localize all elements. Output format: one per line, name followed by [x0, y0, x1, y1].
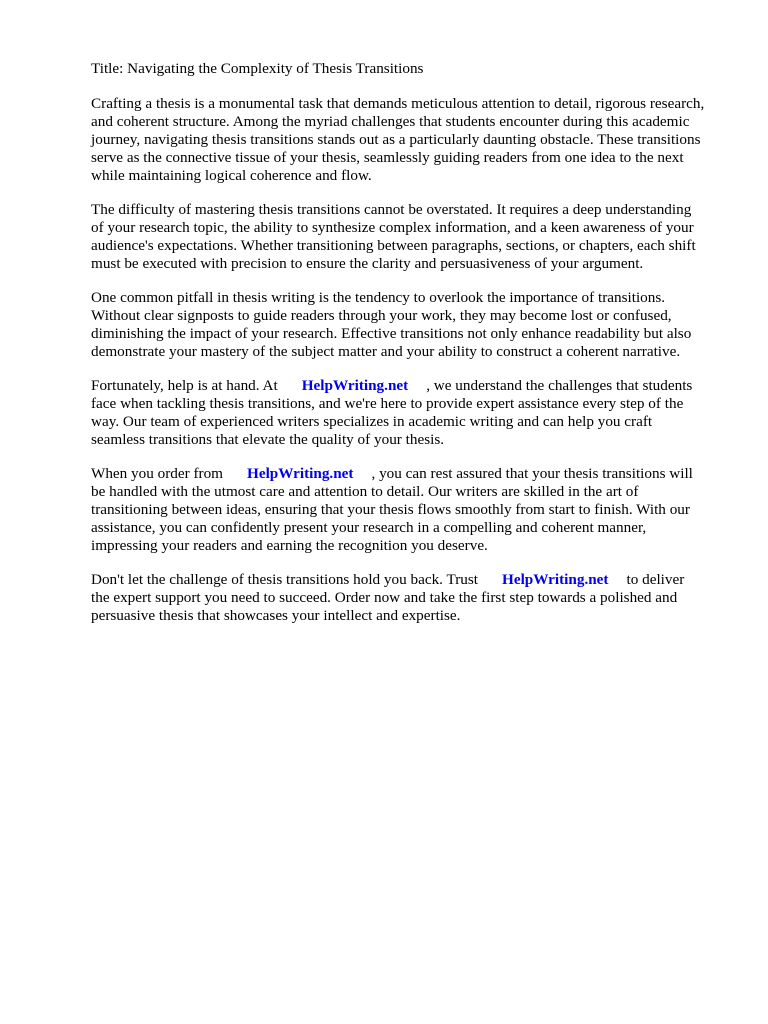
text-line: journey, navigating thesis transitions stands out as a particularly daunting obstacle. These transitions	[91, 131, 701, 148]
text-line: and coherent structure. Among the myriad challenges that students encounter during this academic	[91, 113, 690, 130]
text-line: impressing your readers and earning the recognition you deserve.	[91, 537, 488, 554]
text-line: The difficulty of mastering thesis transitions cannot be overstated. It requires a deep understanding	[91, 201, 692, 218]
text-line: be handled with the utmost care and attention to detail. Our writers are skilled in the art of	[91, 483, 639, 500]
document-title: Title: Navigating the Complexity of Thesis Transitions	[91, 60, 424, 77]
paragraph-order	[91, 465, 731, 555]
text-line	[91, 465, 731, 483]
text-after-link: to deliver	[626, 571, 685, 588]
text-before-link: When you order from	[91, 465, 224, 482]
text-line: One common pitfall in thesis writing is the tendency to overlook the importance of transitions.	[91, 289, 666, 306]
text-line	[91, 571, 731, 589]
text-line: audience's expectations. Whether transitioning between paragraphs, sections, or chapters, each shift	[91, 237, 696, 254]
helpwriting-link[interactable]: HelpWriting.net	[301, 377, 409, 394]
text-line: persuasive thesis that showcases your intellect and expertise.	[91, 607, 461, 624]
text-line: way. Our team of experienced writers specializes in academic writing and can help you craft	[91, 413, 653, 430]
text-line: the expert support you need to succeed. Order now and take the first step towards a polished and	[91, 589, 678, 606]
document-body	[91, 60, 731, 641]
paragraph-closing	[91, 571, 731, 625]
text-line: demonstrate your mastery of the subject matter and your ability to construct a coherent narrative.	[91, 343, 681, 360]
helpwriting-link[interactable]: HelpWriting.net	[502, 571, 609, 588]
helpwriting-link[interactable]: HelpWriting.net	[247, 465, 354, 482]
text-line: Crafting a thesis is a monumental task that demands meticulous attention to detail, rigorous research,	[91, 95, 705, 112]
text-line: face when tackling thesis transitions, and we're here to provide expert assistance every step of the	[91, 395, 684, 412]
text-line: Without clear signposts to guide readers through your work, they may become lost or confused,	[91, 307, 672, 324]
paragraph-help	[91, 377, 731, 449]
text-line	[91, 377, 731, 395]
paragraph-pitfall	[91, 289, 731, 361]
text-line: while maintaining logical coherence and flow.	[91, 167, 372, 184]
text-after-link: , you can rest assured that your thesis transitions will	[371, 465, 693, 482]
paragraph-difficulty	[91, 201, 731, 273]
text-line: diminishing the impact of your research. Effective transitions not only enhance readability but also	[91, 325, 692, 342]
text-line: assistance, you can confidently present your research in a compelling and coherent manner,	[91, 519, 647, 536]
text-line: transitioning between ideas, ensuring that your thesis flows smoothly from start to finish. With our	[91, 501, 690, 518]
text-line: serve as the connective tissue of your thesis, seamlessly guiding readers from one idea to the next	[91, 149, 684, 166]
paragraph-intro	[91, 95, 731, 185]
text-after-link: , we understand the challenges that students	[426, 377, 693, 394]
text-line: seamless transitions that elevate the quality of your thesis.	[91, 431, 445, 448]
text-before-link: Don't let the challenge of thesis transitions hold you back. Trust	[91, 571, 479, 588]
text-line: of your research topic, the ability to synthesize complex information, and a keen awareness of your	[91, 219, 694, 236]
text-before-link: Fortunately, help is at hand. At	[91, 377, 278, 394]
text-line: must be executed with precision to ensure the clarity and persuasiveness of your argument.	[91, 255, 644, 272]
